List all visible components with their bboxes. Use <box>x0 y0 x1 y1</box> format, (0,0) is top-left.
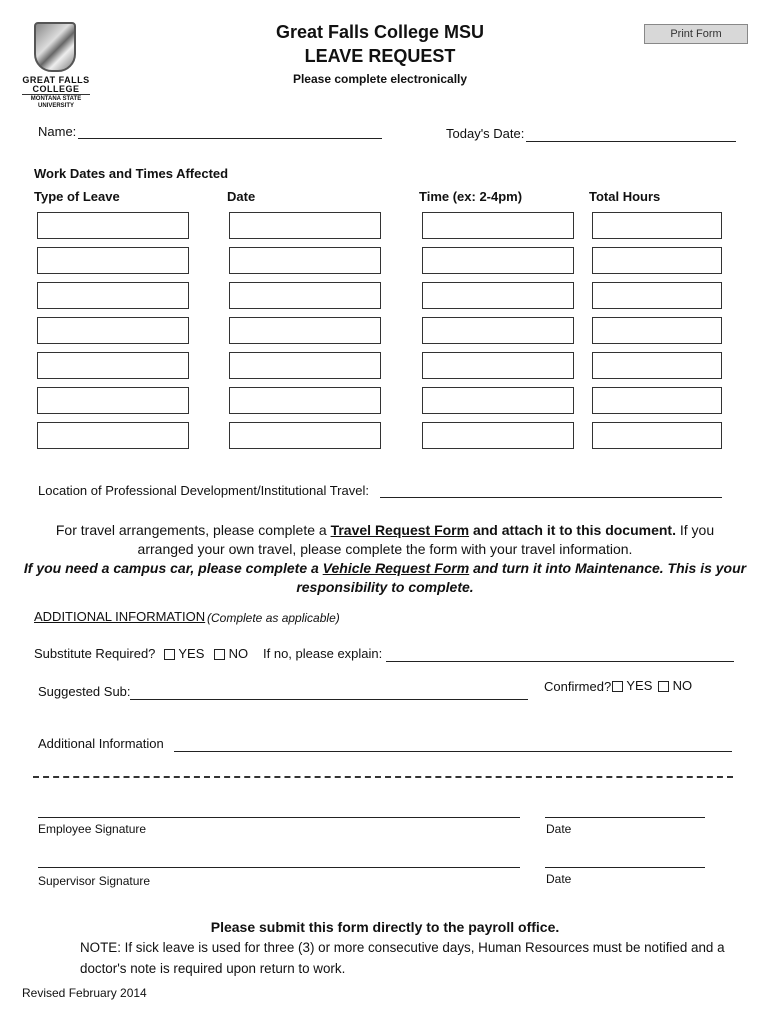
print-form-button[interactable]: Print Form <box>644 24 748 44</box>
date-input[interactable] <box>229 282 381 309</box>
supervisor-signature-label: Supervisor Signature <box>38 874 151 888</box>
time-input[interactable] <box>422 212 574 239</box>
confirmed-no-checkbox[interactable] <box>658 681 669 692</box>
location-field[interactable] <box>380 497 722 498</box>
total-hours-input[interactable] <box>592 212 722 239</box>
total-hours-input[interactable] <box>592 387 722 414</box>
col-time: Time (ex: 2-4pm) <box>419 189 523 204</box>
employee-signature-label: Employee Signature <box>38 822 147 836</box>
explain-field[interactable] <box>386 661 734 662</box>
time-input[interactable] <box>422 247 574 274</box>
additional-information-label: Additional Information <box>38 736 164 751</box>
logo-shield-icon <box>34 22 76 72</box>
total-hours-input[interactable] <box>592 422 722 449</box>
total-hours-input[interactable] <box>592 282 722 309</box>
type-of-leave-input[interactable] <box>37 422 189 449</box>
time-input[interactable] <box>422 422 574 449</box>
additional-info-heading: ADDITIONAL INFORMATION <box>34 609 206 624</box>
logo-subtext: MONTANA STATE UNIVERSITY <box>22 94 90 110</box>
supervisor-date-label: Date <box>546 872 572 886</box>
travel-request-form-link[interactable]: Travel Request Form <box>330 522 470 538</box>
type-of-leave-input[interactable] <box>37 352 189 379</box>
time-input[interactable] <box>422 282 574 309</box>
college-logo <box>22 22 90 118</box>
supervisor-signature-field[interactable] <box>38 867 520 868</box>
travel-instructions: For travel arrangements, please complete a Travel Request Form and attach it to this document. If you arranged your own travel, please complete the form with your travel information. If you need a campus car, please complete a Vehicle Request Form and turn it into Maintenance. This is your responsibility to complete. <box>23 522 747 595</box>
confirmed-yes-checkbox[interactable] <box>612 681 623 692</box>
todays-date-label: Today's Date: <box>446 126 525 141</box>
substitute-options: YES NO <box>164 646 248 661</box>
supervisor-date-field[interactable] <box>545 867 705 868</box>
total-hours-input[interactable] <box>592 317 722 344</box>
form-title: Great Falls College MSU <box>275 22 485 42</box>
suggested-sub-field[interactable] <box>130 699 528 700</box>
date-input[interactable] <box>229 387 381 414</box>
employee-signature-field[interactable] <box>38 817 520 818</box>
additional-information-field[interactable] <box>174 751 732 752</box>
sick-leave-note-cont: doctor's note is required upon return to work. <box>80 961 346 976</box>
form-instruction: Please complete electronically <box>292 72 468 86</box>
date-input[interactable] <box>229 247 381 274</box>
time-input[interactable] <box>422 352 574 379</box>
location-label: Location of Professional Development/Institutional Travel: <box>38 483 369 498</box>
additional-info-note: (Complete as applicable) <box>207 611 340 625</box>
type-of-leave-input[interactable] <box>37 212 189 239</box>
time-input[interactable] <box>422 387 574 414</box>
time-input[interactable] <box>422 317 574 344</box>
employee-date-field[interactable] <box>545 817 705 818</box>
col-total-hours: Total Hours <box>589 189 661 204</box>
confirmed-label: Confirmed? <box>544 679 612 694</box>
total-hours-input[interactable] <box>592 352 722 379</box>
date-input[interactable] <box>229 352 381 379</box>
sick-leave-note: NOTE: If sick leave is used for three (3) or more consecutive days, Human Resources must be notified and a <box>80 940 725 955</box>
type-of-leave-input[interactable] <box>37 387 189 414</box>
type-of-leave-input[interactable] <box>37 247 189 274</box>
substitute-no-checkbox[interactable] <box>214 649 225 660</box>
date-input[interactable] <box>229 422 381 449</box>
name-field[interactable] <box>78 138 382 139</box>
substitute-yes-checkbox[interactable] <box>164 649 175 660</box>
revision-date: Revised February 2014 <box>22 986 147 1000</box>
vehicle-request-form-link[interactable]: Vehicle Request Form <box>322 560 470 576</box>
confirmed-options: YES NO <box>612 678 692 693</box>
suggested-sub-label: Suggested Sub: <box>38 684 131 699</box>
section-divider <box>33 776 733 778</box>
todays-date-field[interactable] <box>526 141 736 142</box>
col-type-of-leave: Type of Leave <box>34 189 120 204</box>
type-of-leave-input[interactable] <box>37 282 189 309</box>
logo-text: GREAT FALLS COLLEGE <box>22 75 90 94</box>
work-dates-heading: Work Dates and Times Affected <box>34 166 229 181</box>
name-label: Name: <box>38 124 77 139</box>
total-hours-input[interactable] <box>592 247 722 274</box>
date-input[interactable] <box>229 317 381 344</box>
form-subtitle: LEAVE REQUEST <box>304 46 456 66</box>
explain-label: If no, please explain: <box>263 646 383 661</box>
type-of-leave-input[interactable] <box>37 317 189 344</box>
employee-date-label: Date <box>546 822 572 836</box>
date-input[interactable] <box>229 212 381 239</box>
substitute-required-label: Substitute Required? <box>34 646 156 661</box>
col-date: Date <box>227 189 256 204</box>
submit-instruction: Please submit this form directly to the payroll office. <box>210 919 560 935</box>
